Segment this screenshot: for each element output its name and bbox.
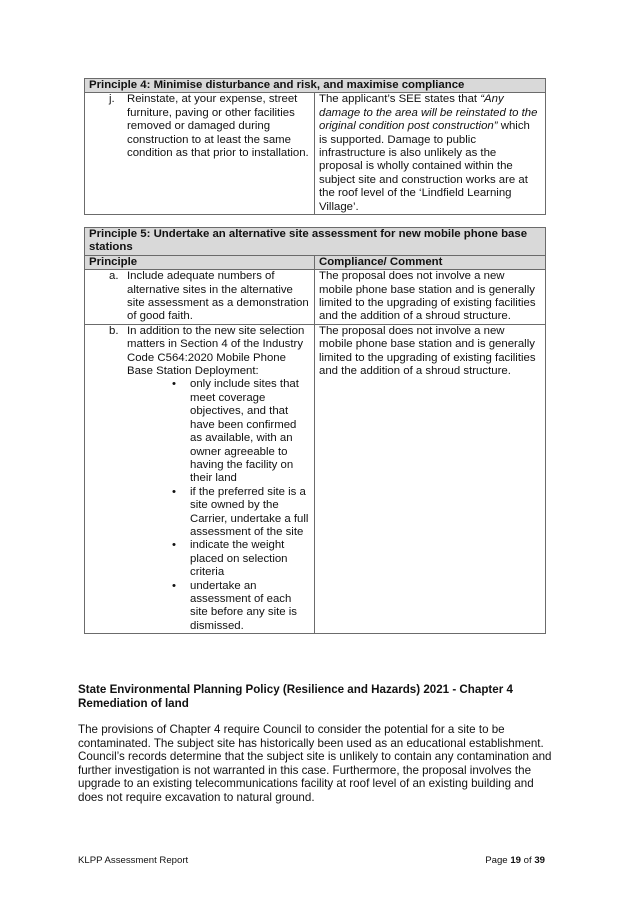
principle-5-table <box>84 227 546 634</box>
total-pages: 39 <box>534 855 545 866</box>
principle-text: In addition to the new site selection matters in Section 4 of the Industry Code C564:2020 Mobile Phone Base Station Deployment: <box>127 324 305 378</box>
principle-cell <box>85 93 315 215</box>
comment-cell <box>315 93 546 215</box>
principle-4-header: Principle 4: Minimise disturbance and risk, and maximise compliance <box>85 79 546 93</box>
list-item: • only include sites that meet coverage objectives, and that have been confirmed as available, with an owner agreeable to having the facility on their land <box>190 378 310 485</box>
principle-text: Reinstate, at your expense, street furniture, paving or other facilities removed or damaged during construction to at least the same condition as that prior to installation. <box>127 93 309 160</box>
principle-4-table <box>84 78 546 215</box>
comment-text-prefix: The applicant’s SEE states that <box>319 93 481 106</box>
list-item: • if the preferred site is a site owned by the Carrier, undertake a full assessment of the site <box>190 486 310 540</box>
principle-cell <box>85 324 315 633</box>
principle-5-header: Principle 5: Undertake an alternative site assessment for new mobile phone base stations <box>85 228 546 256</box>
comment-text-suffix: which is supported. Damage to public infrastructure is also unlikely as the proposal is wholly contained within the subject site and construction works are at the roof level of the ‘Lindfield Learning Village’. <box>319 120 530 213</box>
column-header-principle: Principle <box>85 255 315 269</box>
section-heading: State Environmental Planning Policy (Resilience and Hazards) 2021 - Chapter 4 Remediation of land <box>78 683 513 710</box>
current-page: 19 <box>510 855 521 866</box>
page-label: Page <box>485 855 511 866</box>
comment-cell: The proposal does not involve a new mobile phone base station and is generally limited to the upgrading of existing facilities and the addition of a shroud structure. <box>315 270 546 325</box>
table-row <box>85 270 546 325</box>
principle-cell <box>85 270 315 325</box>
comment-cell: The proposal does not involve a new mobile phone base station and is generally limited to the upgrading of existing facilities and the addition of a shroud structure. <box>315 324 546 633</box>
table-row <box>85 324 546 633</box>
list-item: • indicate the weight placed on selection criteria <box>190 539 310 579</box>
page-number <box>485 855 545 866</box>
item-marker: j. <box>109 93 115 106</box>
section-paragraph: The provisions of Chapter 4 require Council to consider the potential for a site to be contaminated. The subject site has historically been used as an educational establishment. Council’s records determine that the subject site is unlikely to contain any contamination and further investigation is not warranted in this case. Furthermore, the proposal involves the upgrade to an existing telecommunications facility at roof level of an existing building and does not require excavation to natural ground. <box>78 723 552 804</box>
list-item: • undertake an assessment of each site before any site is dismissed. <box>190 580 310 634</box>
footer-report-title: KLPP Assessment Report <box>78 855 189 866</box>
of-label: of <box>520 855 535 866</box>
item-marker: a. <box>109 270 119 283</box>
principle-text: Include adequate numbers of alternative sites in the alternative site assessment as a demonstration of good faith. <box>127 270 309 323</box>
item-marker: b. <box>109 324 119 337</box>
table-row <box>85 93 546 215</box>
column-header-comment: Compliance/ Comment <box>315 255 546 269</box>
comment-quote: “Any damage to the area will be reinstated to the original condition post construction” <box>319 93 538 133</box>
bullet-list <box>89 378 310 633</box>
